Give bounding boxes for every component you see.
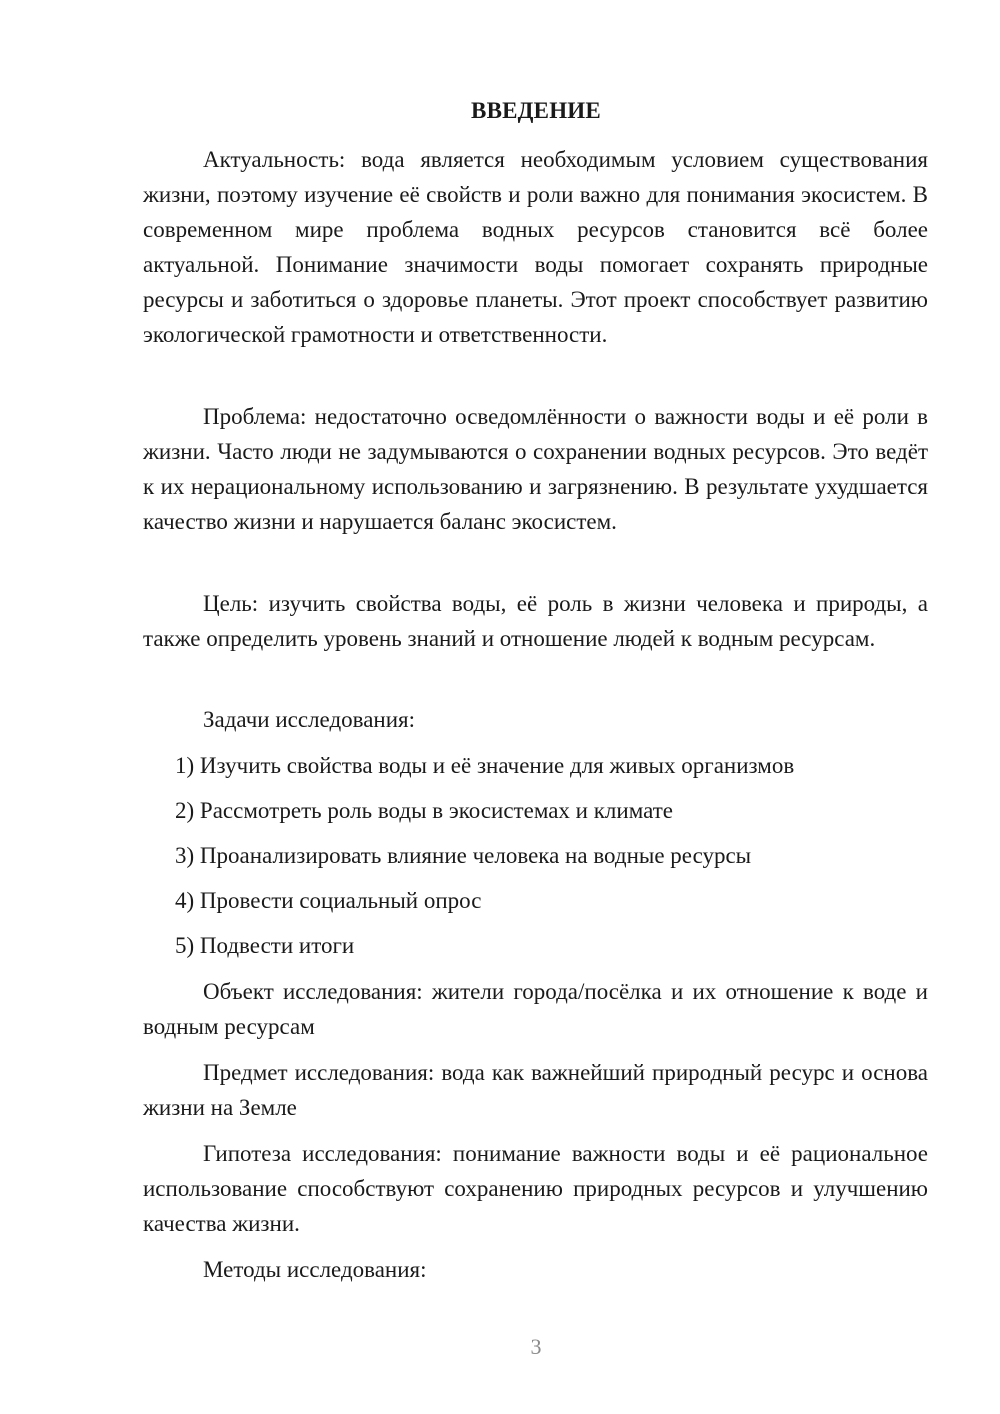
subject-paragraph: Предмет исследования: вода как важнейший природный ресурс и основа жизни на Земле xyxy=(143,1060,928,1120)
list-item: 1) Изучить свойства воды и её значение для живых организмов xyxy=(175,753,795,778)
relevance-paragraph: Актуальность: вода является необходимым условием существования жизни, поэтому изучение её свойств и роли важно для понимания экосистем. В современном мире проблема водных ресурсов становится всё более актуальной. Понимание значимости воды помогает сохранять природные ресурсы и заботиться о здоровье планеты. Этот проект способствует развитию экологической грамотности и ответственности. xyxy=(143,147,928,347)
page-title: ВВЕДЕНИЕ xyxy=(471,98,601,123)
object-paragraph: Объект исследования: жители города/посёлка и их отношение к воде и водным ресурсам xyxy=(143,979,928,1039)
problem-paragraph: Проблема: недостаточно осведомлённости о важности воды и её роли в жизни. Часто люди не задумываются о сохранении водных ресурсов. Это ведёт к их нерациональному использованию и загрязнению. В результате ухудшается качество жизни и нарушается баланс экосистем. xyxy=(143,404,928,534)
list-item: 5) Подвести итоги xyxy=(175,933,355,958)
list-item: 2) Рассмотреть роль воды в экосистемах и климате xyxy=(175,798,673,823)
goal-paragraph: Цель: изучить свойства воды, её роль в жизни человека и природы, а также определить уровень знаний и отношение людей к водным ресурсам. xyxy=(143,591,928,651)
list-item: 4) Провести социальный опрос xyxy=(175,888,482,913)
tasks-heading: Задачи исследования: xyxy=(203,707,416,732)
page-number: 3 xyxy=(530,1334,542,1359)
hypothesis-paragraph: Гипотеза исследования: понимание важности воды и её рациональное использование способствуют сохранению природных ресурсов и улучшению качества жизни. xyxy=(143,1141,928,1236)
methods-heading: Методы исследования: xyxy=(203,1257,427,1282)
list-item: 3) Проанализировать влияние человека на водные ресурсы xyxy=(175,843,752,868)
